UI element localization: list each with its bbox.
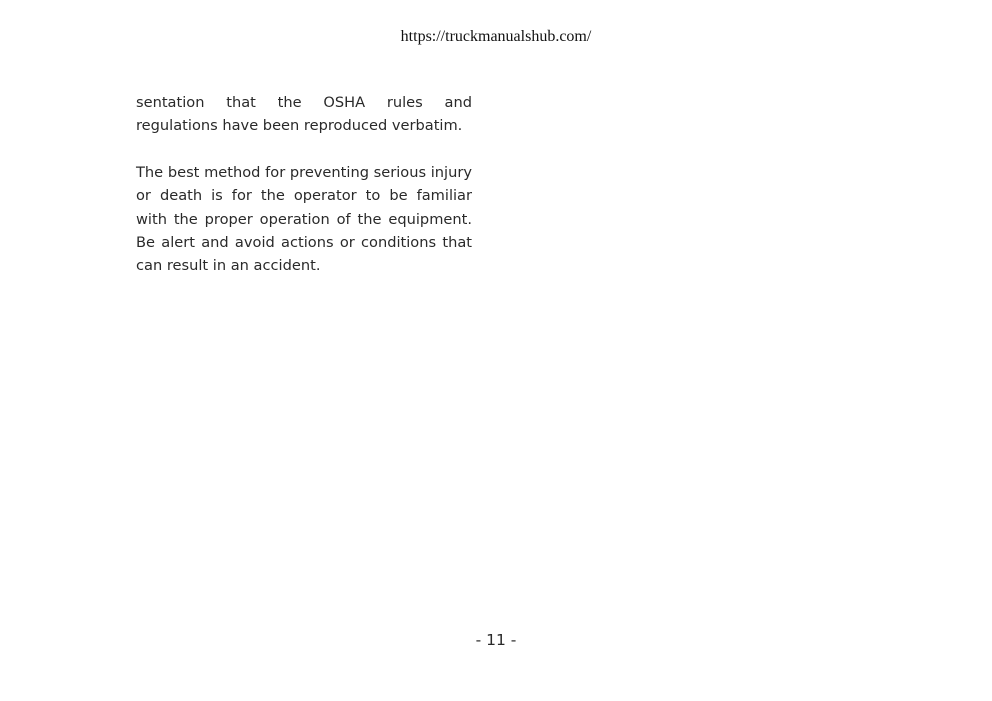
paragraph-1: sentation that the OSHA rules and regulations have been reproduced verbatim.	[136, 94, 472, 135]
header-url: https://truckmanualshub.com/	[400, 28, 592, 45]
text-column	[136, 91, 472, 278]
paragraph-2: The best method for preventing serious injury or death is for the operator to be familiar with the proper operation of the equipment. Be alert and avoid actions or conditions that can result in an accident.	[136, 163, 472, 275]
page-number: - 11 -	[475, 631, 517, 649]
